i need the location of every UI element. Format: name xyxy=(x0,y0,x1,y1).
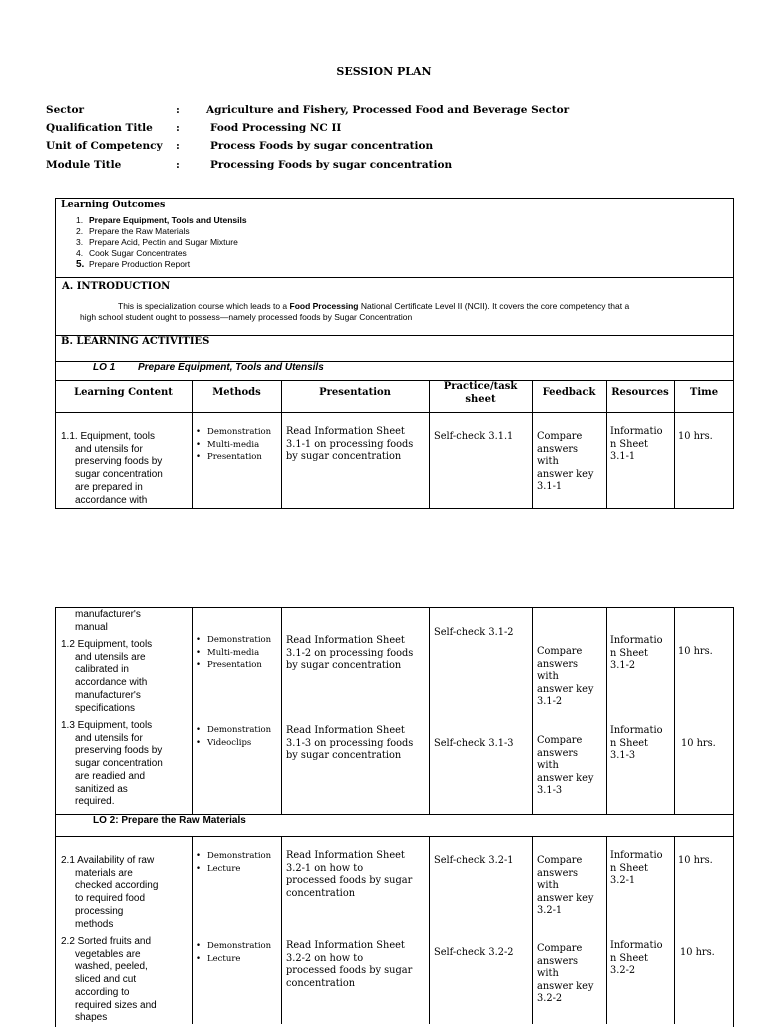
lo1-title: Prepare Equipment, Tools and Utensils xyxy=(138,362,324,373)
list-item: • Demonstration xyxy=(194,724,271,737)
table-row-content: 1.3 Equipment, tools and utensils for preserving foods by sugar concentration are readied and sanitized as required. xyxy=(61,720,163,808)
table-row-content: 2.2 Sorted fruits and vegetables are washed, peeled, sliced and cut according to required sizes and shapes xyxy=(61,936,157,1024)
list-item: • Demonstration xyxy=(194,940,271,953)
column-header: Practice/task sheet xyxy=(443,381,518,405)
column-divider xyxy=(674,607,675,814)
divider xyxy=(55,836,734,837)
learning-outcomes-heading: Learning Outcomes xyxy=(61,199,166,210)
time-cell: 10 hrs. xyxy=(681,738,716,749)
column-header: Time xyxy=(689,387,719,398)
presentation-cell: Read Information Sheet 3.1-1 on processing foods by sugar concentration xyxy=(286,426,414,462)
time-cell: 10 hrs. xyxy=(680,947,715,958)
presentation-cell: Read Information Sheet 3.1-3 on processing foods by sugar concentration xyxy=(286,725,414,761)
practice-cell: Self-check 3.1-3 xyxy=(434,738,514,749)
list-item: • Multi-media xyxy=(194,647,271,660)
meta-label: Qualification Title xyxy=(46,122,153,134)
feedback-cell: Compare answers with answer key 3.1-1 xyxy=(537,431,594,492)
list-item: • Multi-media xyxy=(194,439,271,452)
introduction-heading: A. INTRODUCTION xyxy=(62,281,171,292)
column-divider xyxy=(192,607,193,814)
methods-list xyxy=(194,940,271,965)
presentation-cell: Read Information Sheet 3.2-1 on how to processed foods by sugar concentration xyxy=(286,850,413,899)
time-cell: 10 hrs. xyxy=(678,855,713,866)
meta-value: Process Foods by sugar concentration xyxy=(210,140,434,152)
list-item: 4. Cook Sugar Concentrates xyxy=(76,248,187,258)
meta-colon: : xyxy=(176,104,180,116)
lo1-number: LO 1 xyxy=(93,362,116,373)
methods-list xyxy=(194,850,271,875)
practice-cell: Self-check 3.1-2 xyxy=(434,627,514,638)
column-divider xyxy=(429,836,430,1024)
divider xyxy=(55,380,734,381)
column-divider xyxy=(429,607,430,814)
column-divider xyxy=(532,380,533,509)
lo2-title: LO 2: Prepare the Raw Materials xyxy=(93,815,246,826)
column-divider xyxy=(281,836,282,1024)
learning-activities-heading: B. LEARNING ACTIVITIES xyxy=(61,336,210,347)
time-cell: 10 hrs. xyxy=(678,431,713,442)
column-header: Presentation xyxy=(319,387,391,398)
list-item: 3. Prepare Acid, Pectin and Sugar Mixture xyxy=(76,237,238,247)
presentation-cell: Read Information Sheet 3.1-2 on processing foods by sugar concentration xyxy=(286,635,414,671)
meta-label: Unit of Competency xyxy=(46,140,163,152)
table-row-content: manufacturer's manual xyxy=(75,609,141,633)
meta-label: Module Title xyxy=(46,159,122,171)
feedback-cell: Compare answers with answer key 3.2-1 xyxy=(537,855,594,916)
column-divider xyxy=(192,836,193,1024)
meta-colon: : xyxy=(176,159,180,171)
list-item: • Presentation xyxy=(194,659,271,672)
list-item: 5. Prepare Production Report xyxy=(76,259,191,270)
meta-value: Agriculture and Fishery, Processed Food and Beverage Sector xyxy=(206,104,570,116)
methods-list xyxy=(194,724,271,749)
list-item: • Lecture xyxy=(194,863,271,876)
feedback-cell: Compare answers with answer key 3.1-3 xyxy=(537,735,594,796)
divider xyxy=(55,277,734,278)
list-item: • Demonstration xyxy=(194,634,271,647)
meta-colon: : xyxy=(176,140,180,152)
list-item: • Videoclips xyxy=(194,737,271,750)
practice-cell: Self-check 3.2-2 xyxy=(434,947,514,958)
column-divider xyxy=(606,836,607,1024)
column-header: Learning Content xyxy=(74,387,173,398)
column-divider xyxy=(532,607,533,814)
resources-cell: Informatio n Sheet 3.1-1 xyxy=(610,426,663,462)
column-divider xyxy=(674,380,675,509)
column-divider xyxy=(606,380,607,509)
list-item: • Demonstration xyxy=(194,850,271,863)
table-row-content: 1.2 Equipment, tools and utensils are calibrated in accordance with manufacturer's specifications xyxy=(61,639,153,714)
meta-value: Processing Foods by sugar concentration xyxy=(210,159,453,171)
methods-list xyxy=(194,634,271,672)
column-divider xyxy=(429,380,430,509)
list-item: 2. Prepare the Raw Materials xyxy=(76,226,190,236)
column-divider xyxy=(606,607,607,814)
meta-value: Food Processing NC II xyxy=(210,122,342,134)
meta-colon: : xyxy=(176,122,180,134)
column-divider xyxy=(532,836,533,1024)
meta-label: Sector xyxy=(46,104,85,116)
resources-cell: Informatio n Sheet 3.1-3 xyxy=(610,725,663,761)
column-divider xyxy=(192,380,193,509)
resources-cell: Informatio n Sheet 3.1-2 xyxy=(610,635,663,671)
feedback-cell: Compare answers with answer key 3.1-2 xyxy=(537,646,594,707)
table-row-content: 1.1. Equipment, tools and utensils for preserving foods by sugar concentration are prepared in accordance with xyxy=(61,431,163,506)
feedback-cell: Compare answers with answer key 3.2-2 xyxy=(537,943,594,1004)
divider xyxy=(55,412,734,413)
introduction-text-line2: high school student ought to possess—namely processed foods by Sugar Concentration xyxy=(80,312,413,322)
learning-outcomes-list xyxy=(72,215,247,270)
resources-cell: Informatio n Sheet 3.2-1 xyxy=(610,850,663,886)
column-header: Resources xyxy=(611,387,669,398)
time-cell: 10 hrs. xyxy=(678,646,713,657)
resources-cell: Informatio n Sheet 3.2-2 xyxy=(610,940,663,976)
page-title: SESSION PLAN xyxy=(336,65,432,78)
column-divider xyxy=(674,836,675,1024)
column-header: Feedback xyxy=(542,387,596,398)
list-item: 1. Prepare Equipment, Tools and Utensils xyxy=(76,215,247,225)
presentation-cell: Read Information Sheet 3.2-2 on how to processed foods by sugar concentration xyxy=(286,940,413,989)
column-header: Methods xyxy=(212,387,261,398)
table-row-content: 2.1 Availability of raw materials are checked according to required food processing methods xyxy=(61,855,159,930)
practice-cell: Self-check 3.2-1 xyxy=(434,855,514,866)
column-divider xyxy=(281,380,282,509)
introduction-text: This is specialization course which leads to a Food Processing National Certificate Level II (NCII). It covers the core competency that a xyxy=(118,301,630,311)
column-divider xyxy=(281,607,282,814)
list-item: • Demonstration xyxy=(194,426,271,439)
list-item: • Presentation xyxy=(194,451,271,464)
practice-cell: Self-check 3.1.1 xyxy=(434,431,514,442)
methods-list xyxy=(194,426,271,464)
list-item: • Lecture xyxy=(194,953,271,966)
